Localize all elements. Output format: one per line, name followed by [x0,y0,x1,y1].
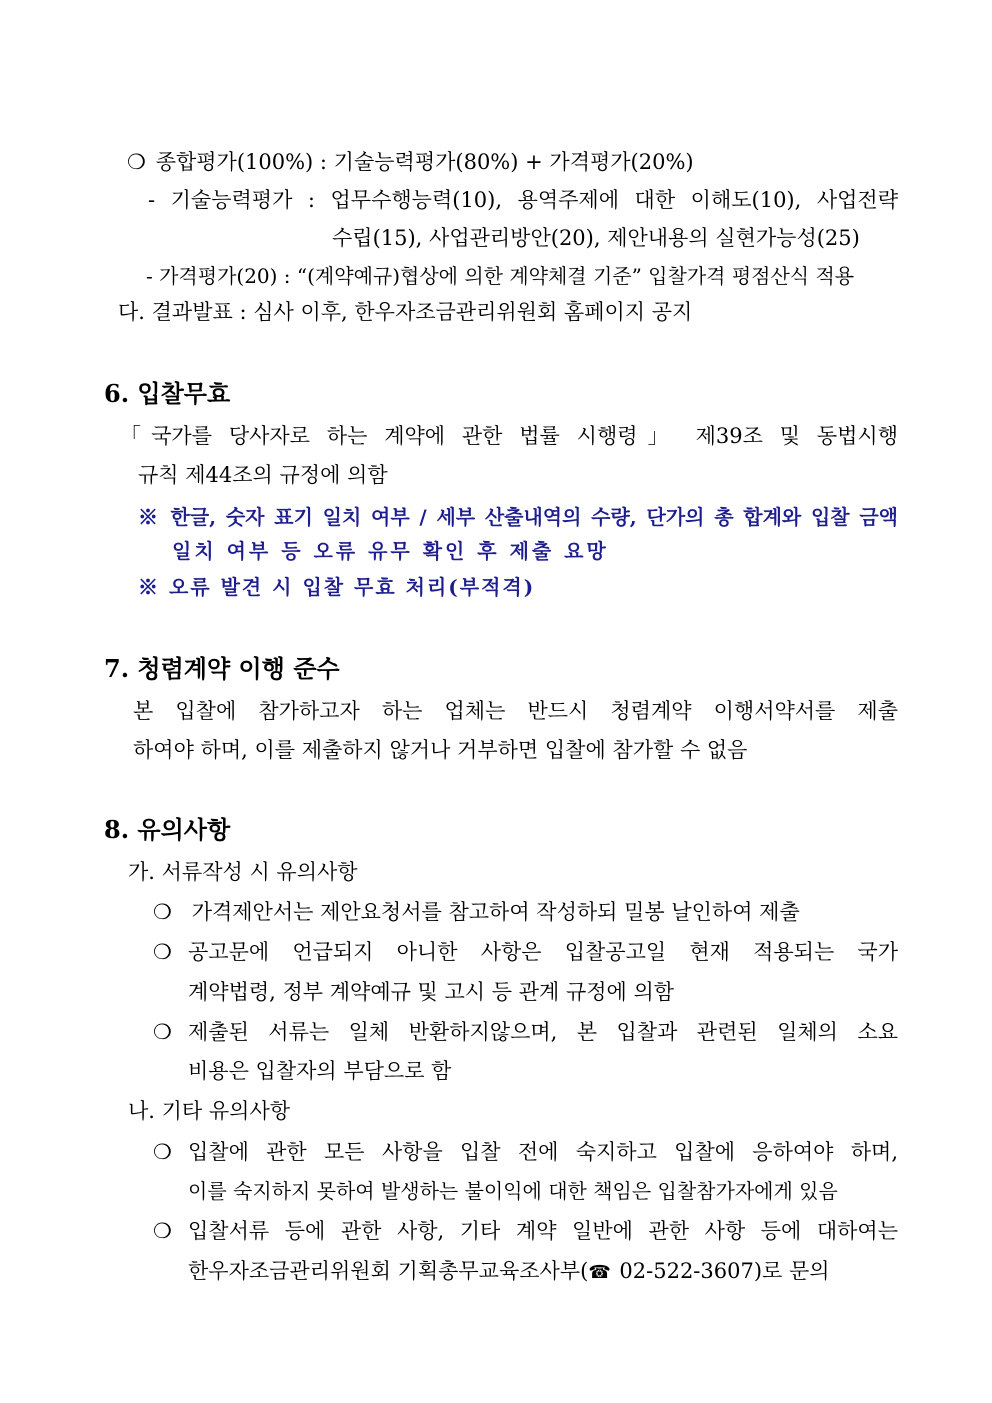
circle-bullet-icon: ❍ [127,150,146,174]
circle-bullet-icon: ❍ [153,900,172,924]
circle-bullet-icon: ❍ [153,1219,172,1243]
result-announcement-line: 다. 결과발표 : 심사 이후, 한우자조금관리위원회 홈페이지 공지 [118,300,693,324]
telephone-icon: ☎ [588,1262,611,1283]
list-item-b1-line-1: 입찰에 관한 모든 사항을 입찰 전에 숙지하고 입찰에 응하여야 하며, [188,1140,898,1164]
section8-title: 8. 유의사항 [104,815,231,844]
section6-title: 6. 입찰무효 [104,379,231,408]
tech-evaluation-line-2: 수립(15), 사업관리방안(20), 제안내용의 실현가능성(25) [332,226,860,250]
section7-title: 7. 청렴계약 이행 준수 [104,654,340,683]
list-item-a3-bullet [153,1018,175,1046]
list-item-a3-line-2: 비용은 입찰자의 부담으로 함 [188,1059,452,1083]
total-evaluation-text: 종합평가(100%) : 기술능력평가(80%) + 가격평가(20%) [155,150,694,174]
list-item-b2-line-1: 입찰서류 등에 관한 사항, 기타 계약 일반에 관한 사항 등에 대하여는 [188,1219,898,1243]
section7-body-line-1: 본 입찰에 참가하고자 하는 업체는 반드시 청렴계약 이행서약서를 제출 [133,699,898,723]
list-item-b1-line-2: 이를 숙지하지 못하여 발생하는 불이익에 대한 책임은 입찰참가자에게 있음 [188,1179,838,1203]
tech-evaluation-line-1: - 기술능력평가 : 업무수행능력(10), 용역주제에 대한 이해도(10), 사업전략 [148,188,898,212]
list-item-a3-line-1: 제출된 서류는 일체 반환하지않으며, 본 입찰과 관련된 일체의 소요 [188,1020,898,1044]
circle-bullet-icon: ❍ [153,1140,172,1164]
list-item-text: 가격제안서는 제안요청서를 참고하여 작성하되 밀봉 날인하여 제출 [191,900,800,924]
list-item-a2-bullet [153,938,175,966]
list-item-a1 [153,898,800,926]
section6-body-line-1: 「국가를 당사자로 하는 계약에 관한 법률 시행령」 제39조 및 동법시행 [120,424,898,448]
price-evaluation-line: - 가격평가(20) : “(계약예규)협상에 의한 계약체결 기준” 입찰가격 평점산식 적용 [146,264,855,288]
list-item-b2-bullet [153,1217,175,1245]
circle-bullet-icon: ❍ [153,1020,172,1044]
section6-body-line-2: 규칙 제44조의 규정에 의함 [138,463,388,487]
section7-body-line-2: 하여야 하며, 이를 제출하지 않거나 거부하면 입찰에 참가할 수 없음 [133,738,748,762]
section6-note-1-line-2: 일치 여부 등 오류 유무 확인 후 제출 요망 [172,539,609,563]
list-item-b2-line-2 [188,1257,830,1287]
total-evaluation-line [127,148,694,176]
contact-phone-text: 02-522-3607)로 문의 [612,1259,830,1283]
list-item-a2-line-2: 계약법령, 정부 계약예규 및 고시 등 관계 규정에 의함 [188,980,675,1004]
list-item-b1-bullet [153,1138,175,1166]
section6-note-1-line-1: ※ 한글, 숫자 표기 일치 여부 / 세부 산출내역의 수량, 단가의 총 합계와 입찰 금액 [138,505,898,529]
list-item-a2-line-1: 공고문에 언급되지 아니한 사항은 입찰공고일 현재 적용되는 국가 [188,940,898,964]
section6-note-2: ※ 오류 발견 시 입찰 무효 처리(부적격) [138,575,536,599]
section8-sub-b: 나. 기타 유의사항 [128,1099,291,1123]
contact-department-text: 한우자조금관리위원회 기획총무교육조사부( [188,1259,589,1283]
circle-bullet-icon: ❍ [153,940,172,964]
section8-sub-a: 가. 서류작성 시 유의사항 [128,860,358,884]
